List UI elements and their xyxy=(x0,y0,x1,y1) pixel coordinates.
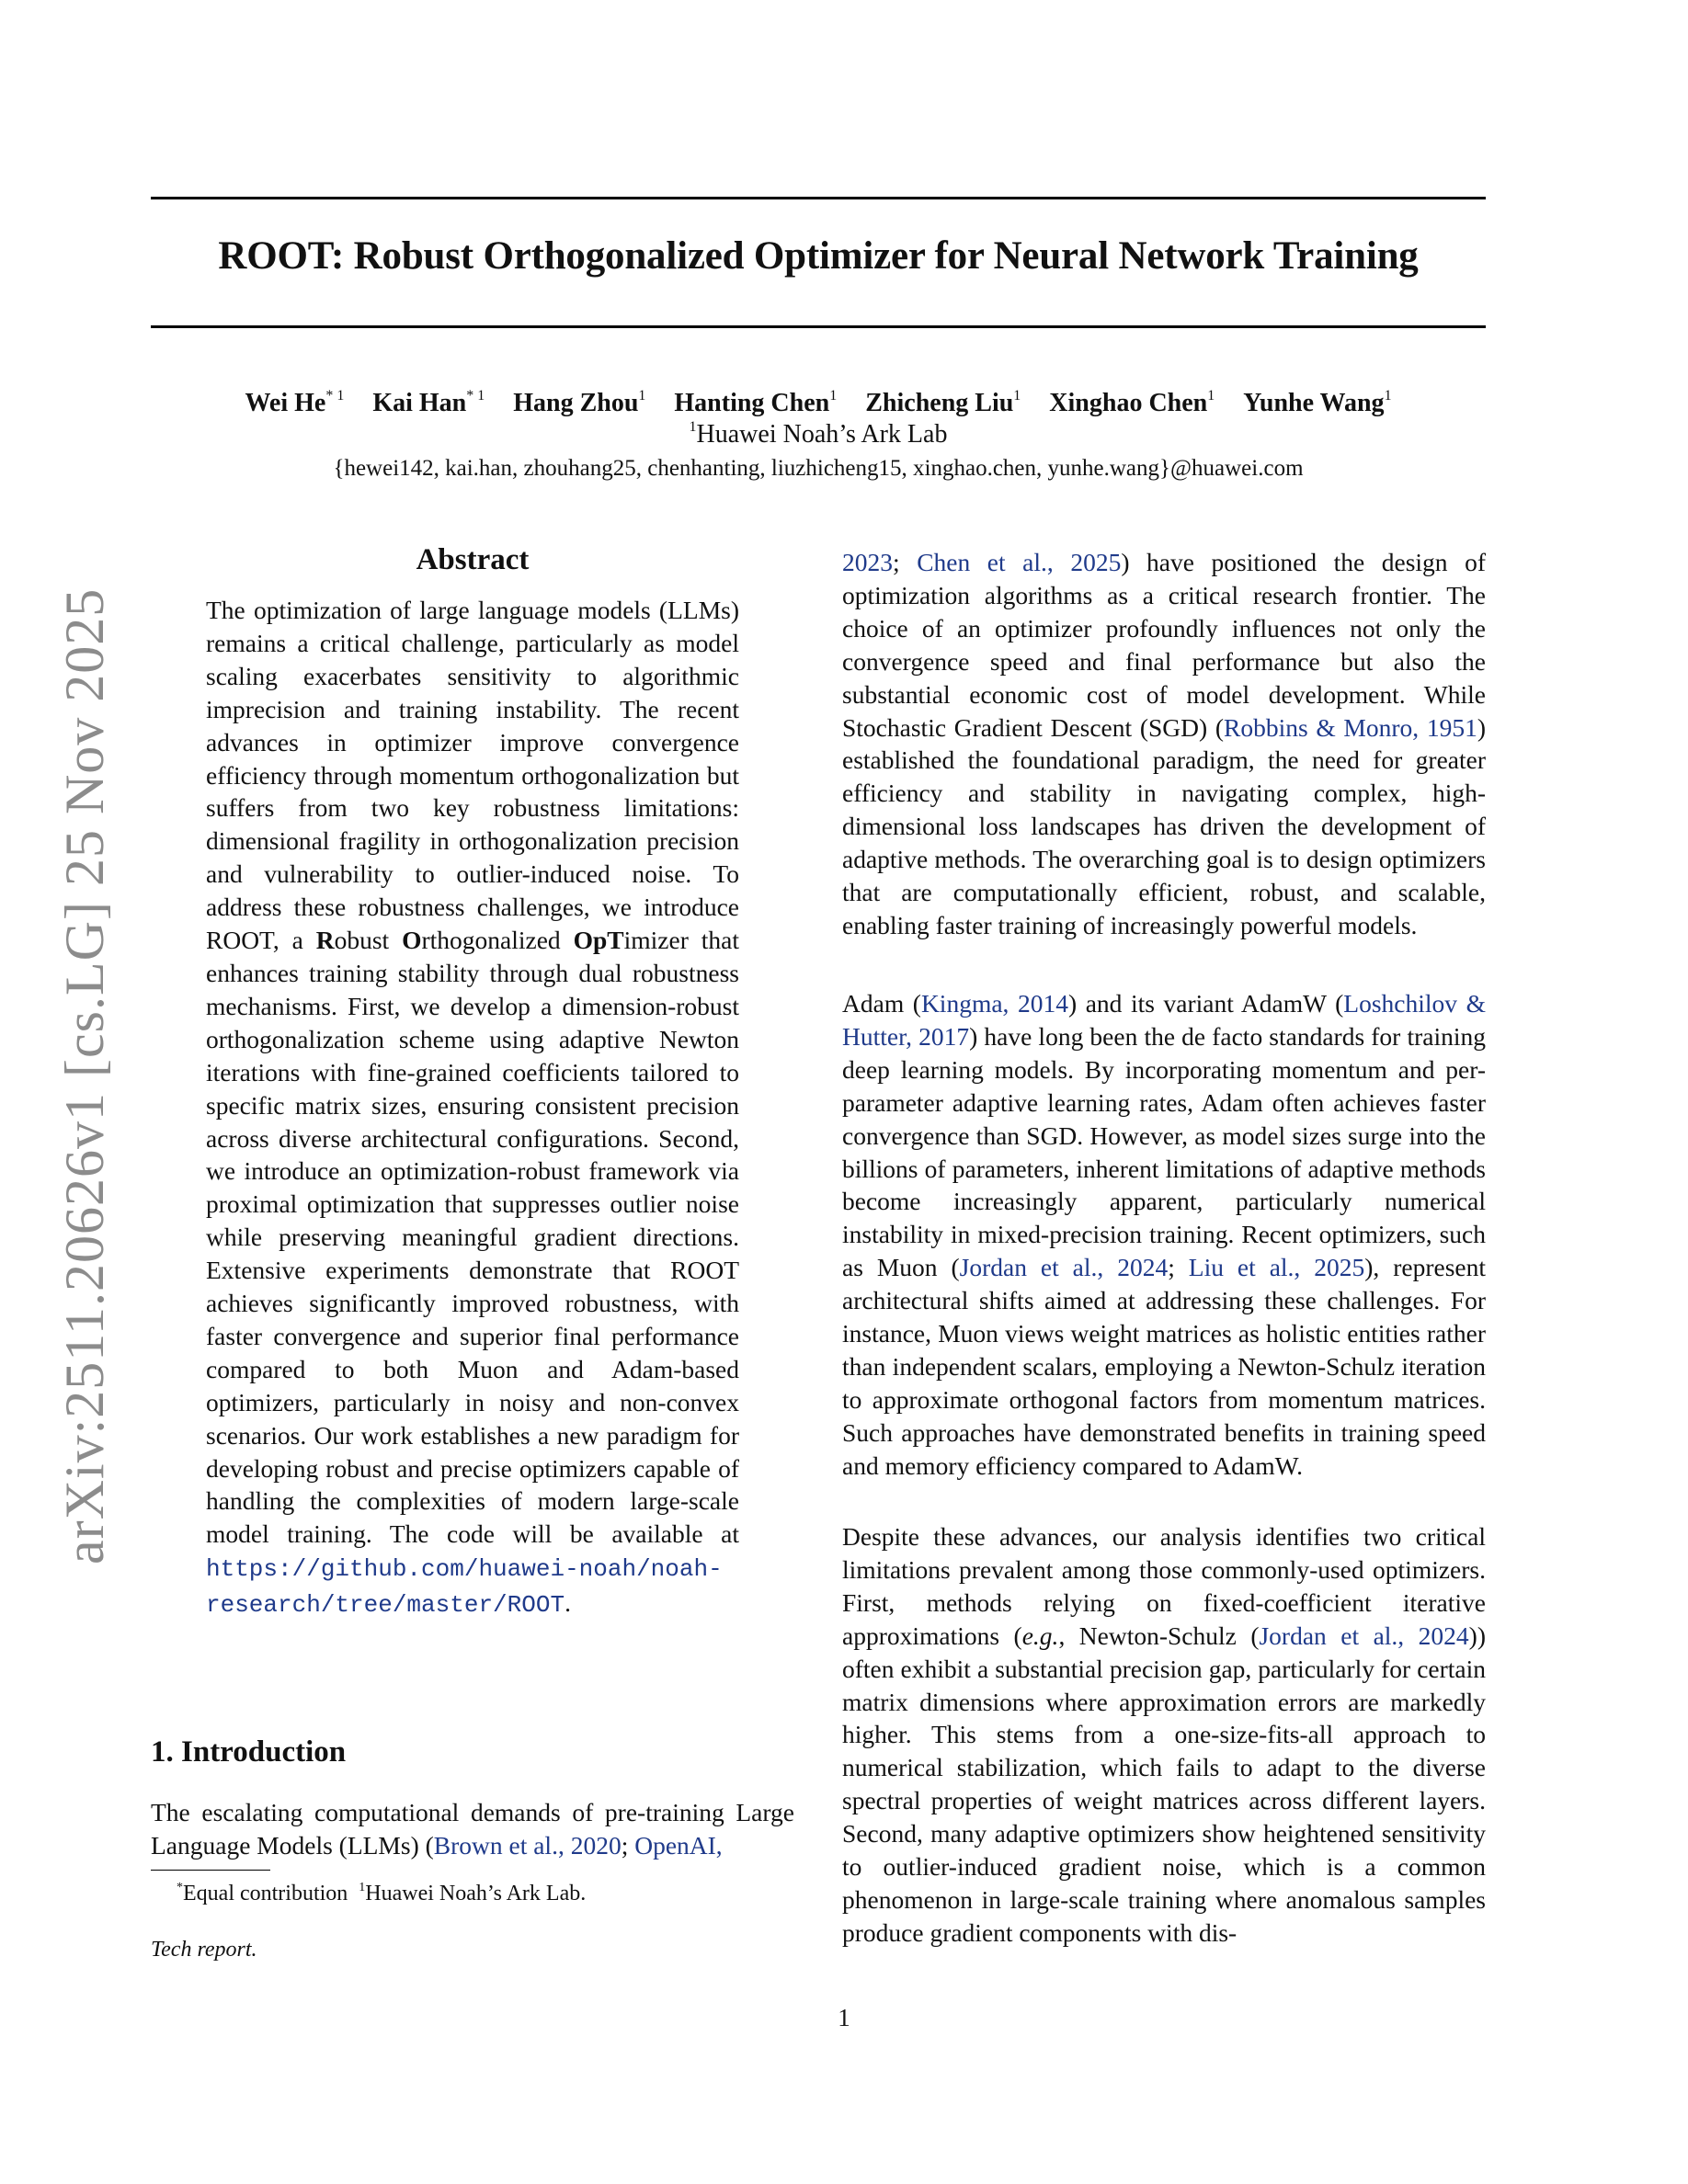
author: Zhicheng Liu$^1$ xyxy=(865,388,1021,417)
tech-report-note: Tech report. xyxy=(151,1938,257,1962)
citation-link[interactable]: Brown et al., 2020 xyxy=(433,1830,622,1860)
section-heading-introduction: 1. Introduction xyxy=(151,1735,347,1769)
citation-link[interactable]: Robbins & Monro, 1951 xyxy=(1224,712,1477,742)
right-paragraph-2: Adam (Kingma, 2014) and its variant AdamW (Loshchilov & Hutter, 2017) have long been the de facto standards for training deep learning models. By incorporating momentum and per-parameter adaptive learning rates, Adam often achieves faster convergence than SGD. However, as model sizes surge into the billions of parameters, inherent limitations of adaptive methods become increasingly apparent, particularly numerical instability in mixed-precision training. Recent optimizers, such as Muon (Jordan et al., 2024; Liu et al., 2025), represent architectural shifts aimed at addressing these challenges. For instance, Muon views weight matrices as holistic entities rather than independent scalars, employing a Newton-Schulz iteration to approximate orthogonal factors from momentum matrices. Such approaches have demonstrated benefits in training speed and memory efficiency compared to AdamW. xyxy=(842,989,1486,1480)
page-number: 1 xyxy=(838,2004,850,2031)
title-rule-top xyxy=(151,197,1486,199)
citation-link[interactable]: Loshchilov & Hutter, 2017 xyxy=(842,989,1486,1051)
code-url-link[interactable]: https://github.com/huawei-noah/noah-research/tree/master/ROOT xyxy=(206,1555,723,1620)
citation-link[interactable]: OpenAI, xyxy=(634,1830,723,1860)
intro-paragraph: The escalating computational demands of pre-training Large Language Models (LLMs) (Brown et al., 2020; OpenAI, xyxy=(151,1798,794,1860)
paper-title: ROOT: Robust Orthogonalized Optimizer for Neural Network Training xyxy=(218,234,1419,278)
citation-link[interactable]: 2023 xyxy=(842,548,893,576)
author: Hang Zhou$^1$ xyxy=(513,388,646,417)
abstract-heading: Abstract xyxy=(416,543,530,576)
citation-link[interactable]: Jordan et al., 2024 xyxy=(1259,1621,1469,1650)
footnote-rule xyxy=(151,1870,270,1871)
citation-link[interactable]: Liu et al., 2025 xyxy=(1188,1253,1365,1282)
arxiv-stamp: arXiv:2511.20626v1 [cs.LG] 25 Nov 2025 xyxy=(54,587,115,1564)
author: Wei He$^{* 1}$ xyxy=(245,388,345,417)
footnote: *Equal contribution $^1$Huawei Noah’s Ark Lab. xyxy=(177,1881,587,1905)
title-rule-bottom xyxy=(151,325,1486,328)
author-list xyxy=(151,388,1486,418)
abstract-body: The optimization of large language models (LLMs) remains a critical challenge, particularly as model scaling exacerbates sensitivity to algorithmic imprecision and training instability. The recent advances in optimizer improve convergence efficiency through momentum orthogonalization but suffers from two key robustness limitations: dimensional fragility in orthogonalization precision and vulnerability to outlier-induced noise. To address these robustness challenges, we introduce ROOT, a Robust Orthogonalized OpTimizer that enhances training stability through dual robustness mechanisms. First, we develop a dimension-robust orthogonalization scheme using adaptive Newton iterations with fine-grained coefficients tailored to specific matrix sizes, ensuring consistent precision across diverse architectural configurations. Second, we introduce an optimization-robust framework via proximal optimization that suppresses outlier noise while preserving meaningful gradient directions. Extensive experiments demonstrate that ROOT achieves significantly improved robustness, with faster convergence and superior final performance compared to both Muon and Adam-based optimizers, particularly in noisy and non-convex scenarios. Our work establishes a new paradigm for developing robust and precise optimizers capable of handling the complexities of modern large-scale model training. The code will be available at https://github.com/huawei-noah/noah-research/tree/master/ROOT. xyxy=(206,596,740,1620)
author-emails: {hewei142, kai.han, zhouhang25, chenhanting, liuzhicheng15, xinghao.chen, yunhe.wang}@huawei.com xyxy=(333,456,1304,481)
citation-link[interactable]: Kingma, 2014 xyxy=(920,989,1068,1018)
author: Kai Han$^{* 1}$ xyxy=(372,388,485,417)
author: Xinghao Chen$^1$ xyxy=(1049,388,1215,417)
citation-link[interactable]: Jordan et al., 2024 xyxy=(959,1253,1169,1282)
author: Yunhe Wang$^1$ xyxy=(1243,388,1392,417)
author: Hanting Chen$^1$ xyxy=(674,388,838,417)
right-paragraph-1: 2023; Chen et al., 2025) have positioned the design of optimization algorithms as a critical research frontier. The choice of an optimizer profoundly influences not only the convergence speed and final performance but also the substantial economic cost of model development. While Stochastic Gradient Descent (SGD) (Robbins & Monro, 1951) established the foundational paradigm, the need for greater efficiency and stability in navigating complex, high-dimensional loss landscapes has driven the development of adaptive methods. The overarching goal is to design optimizers that are computationally efficient, robust, and scalable, enabling faster training of increasingly powerful models. xyxy=(842,548,1487,939)
citation-link[interactable]: Chen et al., 2025 xyxy=(917,548,1122,576)
right-paragraph-3: Despite these advances, our analysis identifies two critical limitations prevalent among those commonly-used optimizers. First, methods relying on fixed-coefficient iterative approximations (e.g., Newton-Schulz (Jordan et al., 2024)) often exhibit a substantial precision gap, particularly for certain matrix dimensions where approximation errors are markedly higher. This stems from a one-size-fits-all approach to numerical stabilization, which fails to adapt to the diverse spectral properties of weight matrices across different layers. Second, many adaptive optimizers show heightened sensitivity to outlier-induced gradient noise, which is a common phenomenon in large-scale training where anomalous samples produce gradient components with dis- xyxy=(842,1522,1486,1947)
affiliation: $^1$Huawei Noah’s Ark Lab xyxy=(689,419,948,449)
